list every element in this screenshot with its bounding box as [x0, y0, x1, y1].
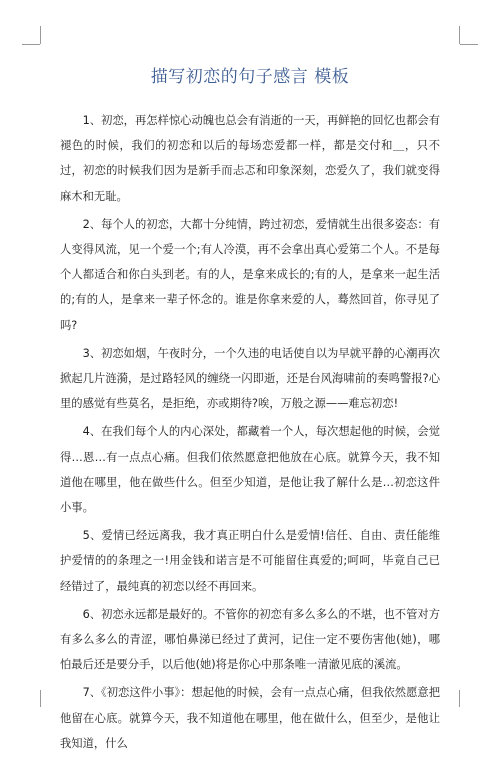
paragraph-2: 2、每个人的初恋，大都十分纯情，跨过初恋，爱情就生出很多姿态：有人变得风流，见一个爱一个;有人冷漠，再不会拿出真心爱第二个人。不是每个人都适合和你白头到老。有的人，是拿来成长的;有的人，是拿来一起生活的;有的人，是拿来一辈子怀念的。谁是你拿来爱的人，蓦然回首，你寻见了吗?: [60, 217, 440, 332]
paragraph-6: 6、初恋永远都是最好的。不管你的初恋有多么多么的不堪，也不管对方有多么多么的青涩，哪怕鼻涕已经过了黄河，记住一定不要伤害他(她)，哪怕最后还是要分手，以后他(她)将是你心中那条唯一清澈见底的溪流。: [60, 607, 440, 672]
document-body: [60, 108, 440, 759]
corner-mark-top-right-vertical: [459, 26, 460, 44]
corner-mark-top-left-horizontal: [22, 44, 40, 45]
corner-mark-bottom-right-vertical: [459, 690, 460, 707]
paragraph-1: 1、初恋，再怎样惊心动魄也总会有消逝的一天，再鲜艳的回忆也都会有褪色的时候，我们的初恋和以后的每场恋爱都一样，都是交付和＿，只不过，初恋的时候我们因为是新手而忐忑和印象深刻，恋爱久了，我们就变得麻木和无耻。: [60, 114, 440, 203]
paragraph-5: 5、爱情已经远离我，我才真正明白什么是爱情!信任、自由、责任能维护爱情的的条理之一!用金钱和诺言是不可能留住真爱的;呵呵，毕竟自己已经错过了，最纯真的初恋以经不再回来。: [60, 529, 440, 593]
corner-mark-bottom-left-vertical: [40, 690, 41, 707]
corner-mark-top-left-vertical: [40, 26, 41, 44]
paragraph-4: 4、在我们每个人的内心深处，都藏着一个人，每次想起他的时候，会觉得…恩…有一点点心痛。但我们依然愿意把他放在心底。就算今天，我不知道他在哪里，他在做些什么。但至少知道，是他让我了解什么是…初恋这件小事。: [60, 425, 440, 515]
document-title: 描写初恋的句子感言 模板: [150, 67, 350, 87]
corner-mark-top-right-horizontal: [460, 44, 478, 45]
paragraph-7: 7、《初恋这件小事》：想起他的时候，会有一点点心痛，但我依然愿意把他留在心底。就算今天，我不知道他在哪里，他在做什么，但至少，是他让我知道，什么: [60, 686, 440, 750]
paragraph-3: 3、初恋如烟，午夜时分，一个久违的电话使自以为早就平静的心潮再次掀起几片涟漪，是过路轻风的缠绕一闪即逝，还是台风海啸前的奏鸣警报?心里的感觉有些莫名，是拒绝，亦或期待?唉，万般之源——难忘初恋!: [60, 346, 440, 411]
